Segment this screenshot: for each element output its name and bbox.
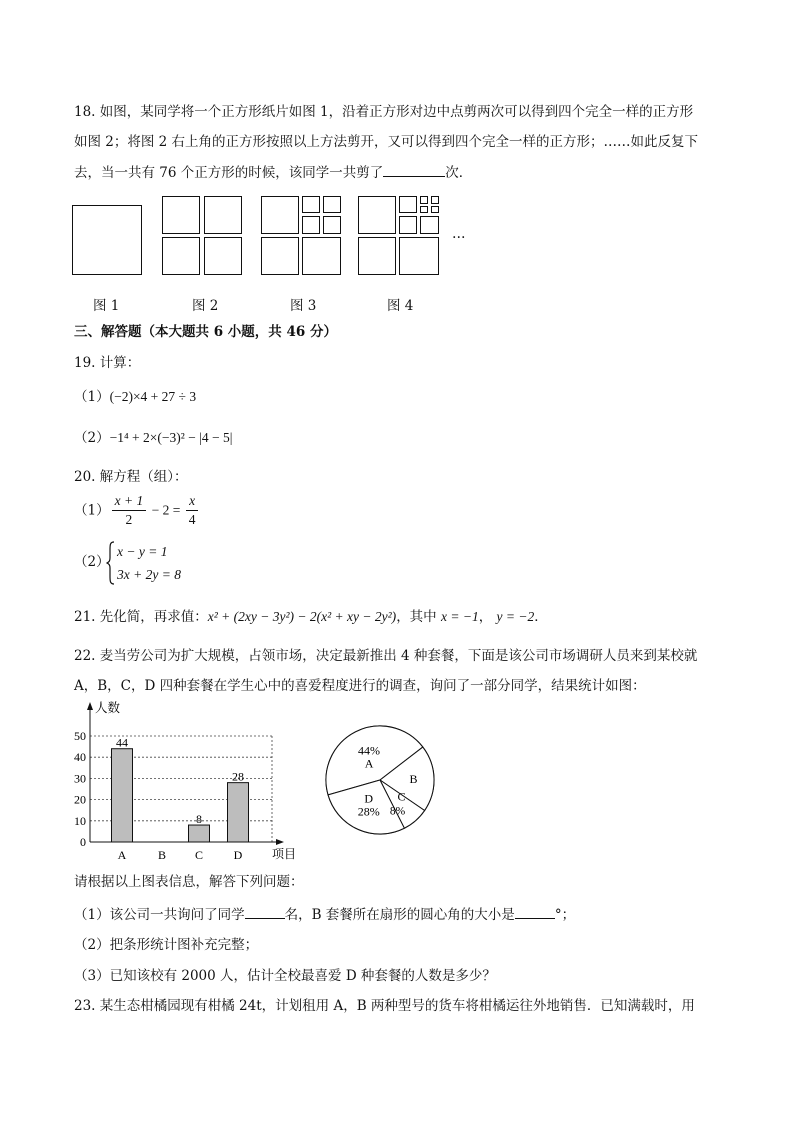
figure3-square (302, 237, 341, 275)
figure3-caption: 图 3 (290, 298, 317, 314)
figure2-square (162, 237, 200, 275)
q20-part1-label: （1） (74, 502, 110, 519)
y-tick-label: 30 (74, 771, 86, 786)
bar (228, 783, 249, 842)
fraction-right (186, 492, 199, 529)
figure4-square (420, 216, 439, 234)
bar (112, 749, 133, 842)
pie-slice-label: D (364, 791, 374, 806)
fraction-left (112, 492, 147, 529)
q20-part2-label: （2） (74, 554, 110, 570)
y-tick-label: 0 (80, 835, 86, 849)
q23-line1: 23. 某生态柑橘园现有柑橘 24t，计划租用 A，B 两种型号的货车将柑橘运往外地销售．已知满载时，用 (74, 998, 695, 1014)
q20-part1-middle: − 2 = (148, 502, 184, 518)
figure4-square (431, 206, 439, 213)
y-tick-label: 40 (74, 750, 86, 765)
pie-percent-label: 44% (358, 743, 381, 758)
q22-line1: 22. 麦当劳公司为扩大规模，占领市场，决定最新推出 4 种套餐，下面是该公司市场调研人员来到某校就 (74, 648, 698, 664)
figure3-square (302, 196, 320, 213)
answer-blank (245, 904, 285, 919)
figure1-square (72, 205, 142, 275)
q21-separator: ， (478, 609, 493, 625)
q19-title: 19. 计算： (74, 355, 141, 371)
pie-percent-label: 8% (389, 805, 406, 818)
y-tick-label: 10 (74, 813, 86, 828)
figure4-square (358, 196, 396, 234)
figure2-square (204, 237, 242, 275)
bar-chart (62, 698, 302, 863)
q21-prefix: 21. 先化简，再求值： (74, 609, 208, 625)
bar-data-label: 44 (116, 735, 128, 750)
figure2-square (162, 196, 200, 234)
q22-part3: （3）已知该校有 2000 人，估计全校最喜爱 D 种套餐的人数是多少？ (74, 968, 496, 984)
figure3-square (261, 196, 299, 234)
bar (189, 825, 210, 842)
q22-part1-a: （1）该公司一共询问了同学 (74, 907, 245, 923)
figure2-caption: 图 2 (192, 298, 219, 314)
q19-part1-expression: (−2)×4 + 27 ÷ 3 (109, 389, 197, 404)
figure4-square (399, 196, 417, 213)
q21-line (74, 607, 548, 627)
figure1-caption: 图 1 (93, 298, 120, 314)
pie-slice-label: B (409, 772, 418, 787)
q20-equation1: x − y = 1 (117, 544, 168, 559)
q19-part2 (74, 428, 232, 448)
fraction-right-denominator: 4 (188, 512, 196, 527)
fraction-right-numerator: x (186, 492, 199, 511)
q19-part1-label: （1） (74, 389, 110, 405)
bar-data-label: 8 (196, 812, 202, 827)
q19-part2-label: （2） (74, 430, 110, 446)
q22-part1-b: 名，B 套餐所在扇形的圆心角的大小是 (284, 907, 515, 923)
y-tick-label: 20 (74, 792, 86, 807)
q21-mid: ，其中 (396, 609, 437, 625)
q21-expression: x² + (2xy − 3y²) − 2(x² + xy − 2y²) (207, 609, 397, 624)
figure3-square (261, 237, 299, 275)
q18-line1: 18. 如图，某同学将一个正方形纸片如图 1，沿着正方形对边中点剪两次可以得到四个完全一样的正方形 (74, 104, 694, 120)
figure3-square (323, 196, 341, 213)
figure3-square (323, 216, 341, 234)
pie-percent-label: 28% (357, 804, 380, 819)
figure3-square (302, 216, 320, 234)
answer-blank (383, 162, 445, 177)
figure4-square (399, 216, 417, 234)
x-tick-label: A (117, 848, 127, 862)
q21-end: ． (534, 609, 548, 625)
x-axis-arrow-icon (276, 839, 284, 845)
section-heading: 三、解答题（本大题共 6 小题，共 46 分） (74, 324, 337, 340)
q22-part2: （2）把条形统计图补充完整； (74, 937, 259, 953)
q18-line3-prefix: 去，当一共有 76 个正方形的时候，该同学一共剪了 (74, 165, 384, 181)
x-axis-label: 项目 (272, 847, 297, 861)
y-tick-label: 50 (74, 729, 86, 743)
fraction-left-denominator: 2 (125, 512, 133, 527)
pie-slice-label: A (364, 756, 374, 771)
figure4-square (358, 237, 396, 275)
bar-data-label: 28 (232, 769, 244, 784)
brace-icon (106, 541, 116, 585)
x-tick-label: D (233, 848, 243, 862)
figure4-square (431, 196, 439, 204)
q20-equation2: 3x + 2y = 8 (117, 567, 181, 582)
q21-condition-x: x = −1 (440, 609, 479, 624)
figure4-square (420, 196, 428, 204)
figure4-square (420, 206, 428, 213)
x-tick-label: B (157, 848, 167, 862)
q22-instruction: 请根据以上图表信息，解答下列问题： (74, 874, 304, 890)
q19-part2-expression: −1⁴ + 2×(−3)² − |4 − 5| (109, 430, 233, 445)
figure2-square (204, 196, 242, 234)
fraction-left-numerator: x + 1 (112, 492, 147, 511)
q20-part1 (74, 492, 200, 529)
q20-title: 20. 解方程（组）： (74, 469, 188, 485)
figure-ellipsis: … (452, 226, 466, 242)
pie-slice-label: C (397, 789, 406, 804)
y-axis-label: 人数 (95, 701, 121, 715)
q22-part1 (74, 904, 575, 925)
x-tick-label: C (194, 848, 204, 862)
q22-part1-c: °； (554, 907, 576, 923)
figure4-caption: 图 4 (387, 298, 414, 314)
y-axis-arrow-icon (87, 702, 93, 710)
q21-condition-y: y = −2 (496, 609, 535, 624)
pie-chart (322, 722, 442, 838)
q19-part1 (74, 387, 196, 407)
q18-line3 (74, 162, 472, 183)
q18-line2: 如图 2；将图 2 右上角的正方形按照以上方法剪开，又可以得到四个完全一样的正方形；……如此反复下 (74, 134, 699, 150)
q22-line2: A，B，C，D 四种套餐在学生心中的喜爱程度进行的调查，询问了一部分同学，结果统计如图： (74, 678, 646, 694)
q18-line3-suffix: 次． (445, 165, 473, 181)
answer-blank (515, 904, 555, 919)
figure4-square (399, 237, 439, 275)
